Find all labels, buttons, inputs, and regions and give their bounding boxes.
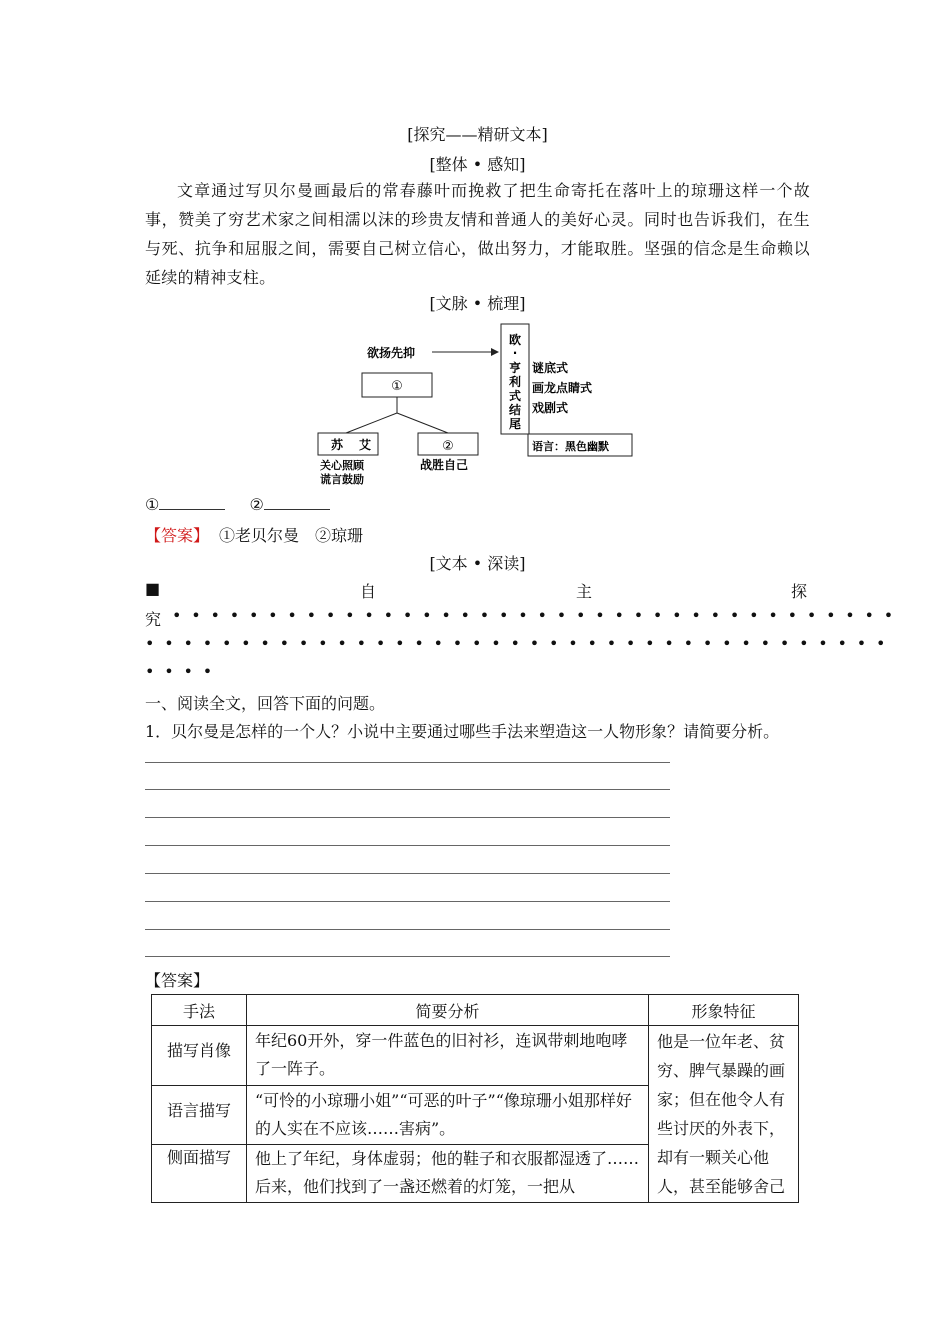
fill-answer bbox=[145, 523, 363, 546]
overall-heading: [整体 • 感知] bbox=[429, 155, 526, 174]
arrow-label: 欲扬先抑 bbox=[367, 346, 416, 360]
ending-char: 尾 bbox=[508, 417, 522, 431]
box-2-desc: 战胜自己 bbox=[420, 458, 469, 472]
ending-char: 亨 bbox=[508, 361, 522, 375]
answer-text: ①老贝尔曼 ②琼珊 bbox=[219, 526, 364, 545]
ending-type: 戏剧式 bbox=[532, 401, 569, 415]
table-answer-label: 【答案】 bbox=[145, 971, 210, 990]
answer-line bbox=[145, 873, 670, 874]
inquiry-char: 主 bbox=[576, 582, 593, 601]
emphasis-dots-3: •••• bbox=[145, 662, 222, 681]
emphasis-dots-1: •••••••••••••••••••••••••••••••••••••• bbox=[172, 606, 904, 625]
answer-label: 【答案】 bbox=[145, 526, 210, 545]
language-label: 语言：黑色幽默 bbox=[532, 440, 609, 453]
answer-line bbox=[145, 817, 670, 818]
ending-char: 式 bbox=[508, 389, 522, 403]
question-intro: 一、阅读全文，回答下面的问题。 bbox=[145, 694, 386, 713]
analysis-cell: 他上了年纪，身体虚弱；他的鞋子和衣服都湿透了……后来，他们找到了一盏还燃着的灯笼，一把从 bbox=[247, 1145, 649, 1203]
inquiry-char: 自 bbox=[360, 582, 377, 601]
inquiry-char: 探 bbox=[791, 582, 808, 601]
table-header-row bbox=[152, 995, 799, 1026]
method-cell: 语言描写 bbox=[152, 1086, 247, 1145]
question-1: 1．贝尔曼是怎样的一个人？小说中主要通过哪些手法来塑造这一人物形象？请简要分析。 bbox=[145, 722, 780, 741]
table-row bbox=[152, 1026, 799, 1086]
answer-line bbox=[145, 845, 670, 846]
su-ai-desc-1: 关心照顾 bbox=[320, 459, 364, 472]
section-heading: [探究——精研文本] bbox=[407, 125, 548, 144]
box-1-label: ① bbox=[391, 379, 403, 394]
blank-1 bbox=[159, 495, 225, 510]
inquiry-mark: ■ bbox=[145, 579, 161, 598]
trait-cell: 他是一位年老、贫穷、脾气暴躁的画家；但在他令人有些讨厌的外表下，却有一颗关心他人，甚至能够舍己 bbox=[649, 1026, 799, 1203]
branch-left bbox=[346, 413, 397, 433]
header-analysis: 简要分析 bbox=[247, 995, 649, 1026]
ending-char: 利 bbox=[508, 375, 522, 389]
ending-char: · bbox=[512, 346, 518, 360]
header-trait: 形象特征 bbox=[649, 995, 799, 1026]
answer-line bbox=[145, 929, 670, 930]
ending-char: 结 bbox=[508, 403, 522, 417]
ai-label: 艾 bbox=[359, 438, 372, 452]
ending-type: 谜底式 bbox=[532, 361, 569, 375]
structure-heading: [文脉 • 梳理] bbox=[429, 294, 526, 313]
box-2-label: ② bbox=[442, 439, 454, 454]
answer-line bbox=[145, 762, 670, 763]
blank-2 bbox=[264, 495, 330, 510]
su-label: 苏 bbox=[331, 438, 344, 452]
ending-char: 欧 bbox=[508, 333, 522, 347]
fill-blanks bbox=[145, 495, 330, 514]
answer-line bbox=[145, 956, 670, 957]
ending-type: 画龙点睛式 bbox=[532, 381, 593, 395]
analysis-cell: “可怜的小琼珊小姐”“可恶的叶子”“像琼珊小姐那样好的人实在不应该……害病”。 bbox=[247, 1086, 649, 1145]
answer-line bbox=[145, 789, 670, 790]
blank-1-label: ① bbox=[145, 495, 160, 514]
structure-diagram bbox=[310, 320, 645, 490]
intro-paragraph: 文章通过写贝尔曼画最后的常春藤叶而挽救了把生命寄托在落叶上的琼珊这样一个故事，赞美了穷艺术家之间相濡以沫的珍贵友情和普通人的美好心灵。同时也告诉我们，在生与死、抗争和屈服之间，需要自己树立信心，做出努力，才能取胜。坚强的信念是生命赖以延续的精神支柱。 bbox=[145, 181, 810, 287]
header-method: 手法 bbox=[152, 995, 247, 1026]
inquiry-char: 究 bbox=[145, 610, 162, 629]
method-cell: 侧面描写 bbox=[152, 1145, 247, 1203]
answer-table bbox=[151, 994, 799, 1203]
branch-right bbox=[397, 413, 448, 433]
analysis-cell: 年纪60开外，穿一件蓝色的旧衬衫，连讽带刺地咆哮了一阵子。 bbox=[247, 1026, 649, 1086]
answer-line bbox=[145, 901, 670, 902]
su-ai-desc-2: 谎言鼓励 bbox=[320, 473, 364, 486]
emphasis-dots-2: ••••••••••••••••••••••••••••••••••••••• bbox=[145, 634, 896, 653]
blank-2-label: ② bbox=[249, 495, 264, 514]
method-cell: 描写肖像 bbox=[152, 1026, 247, 1086]
deep-read-heading: [文本 • 深读] bbox=[429, 554, 526, 573]
